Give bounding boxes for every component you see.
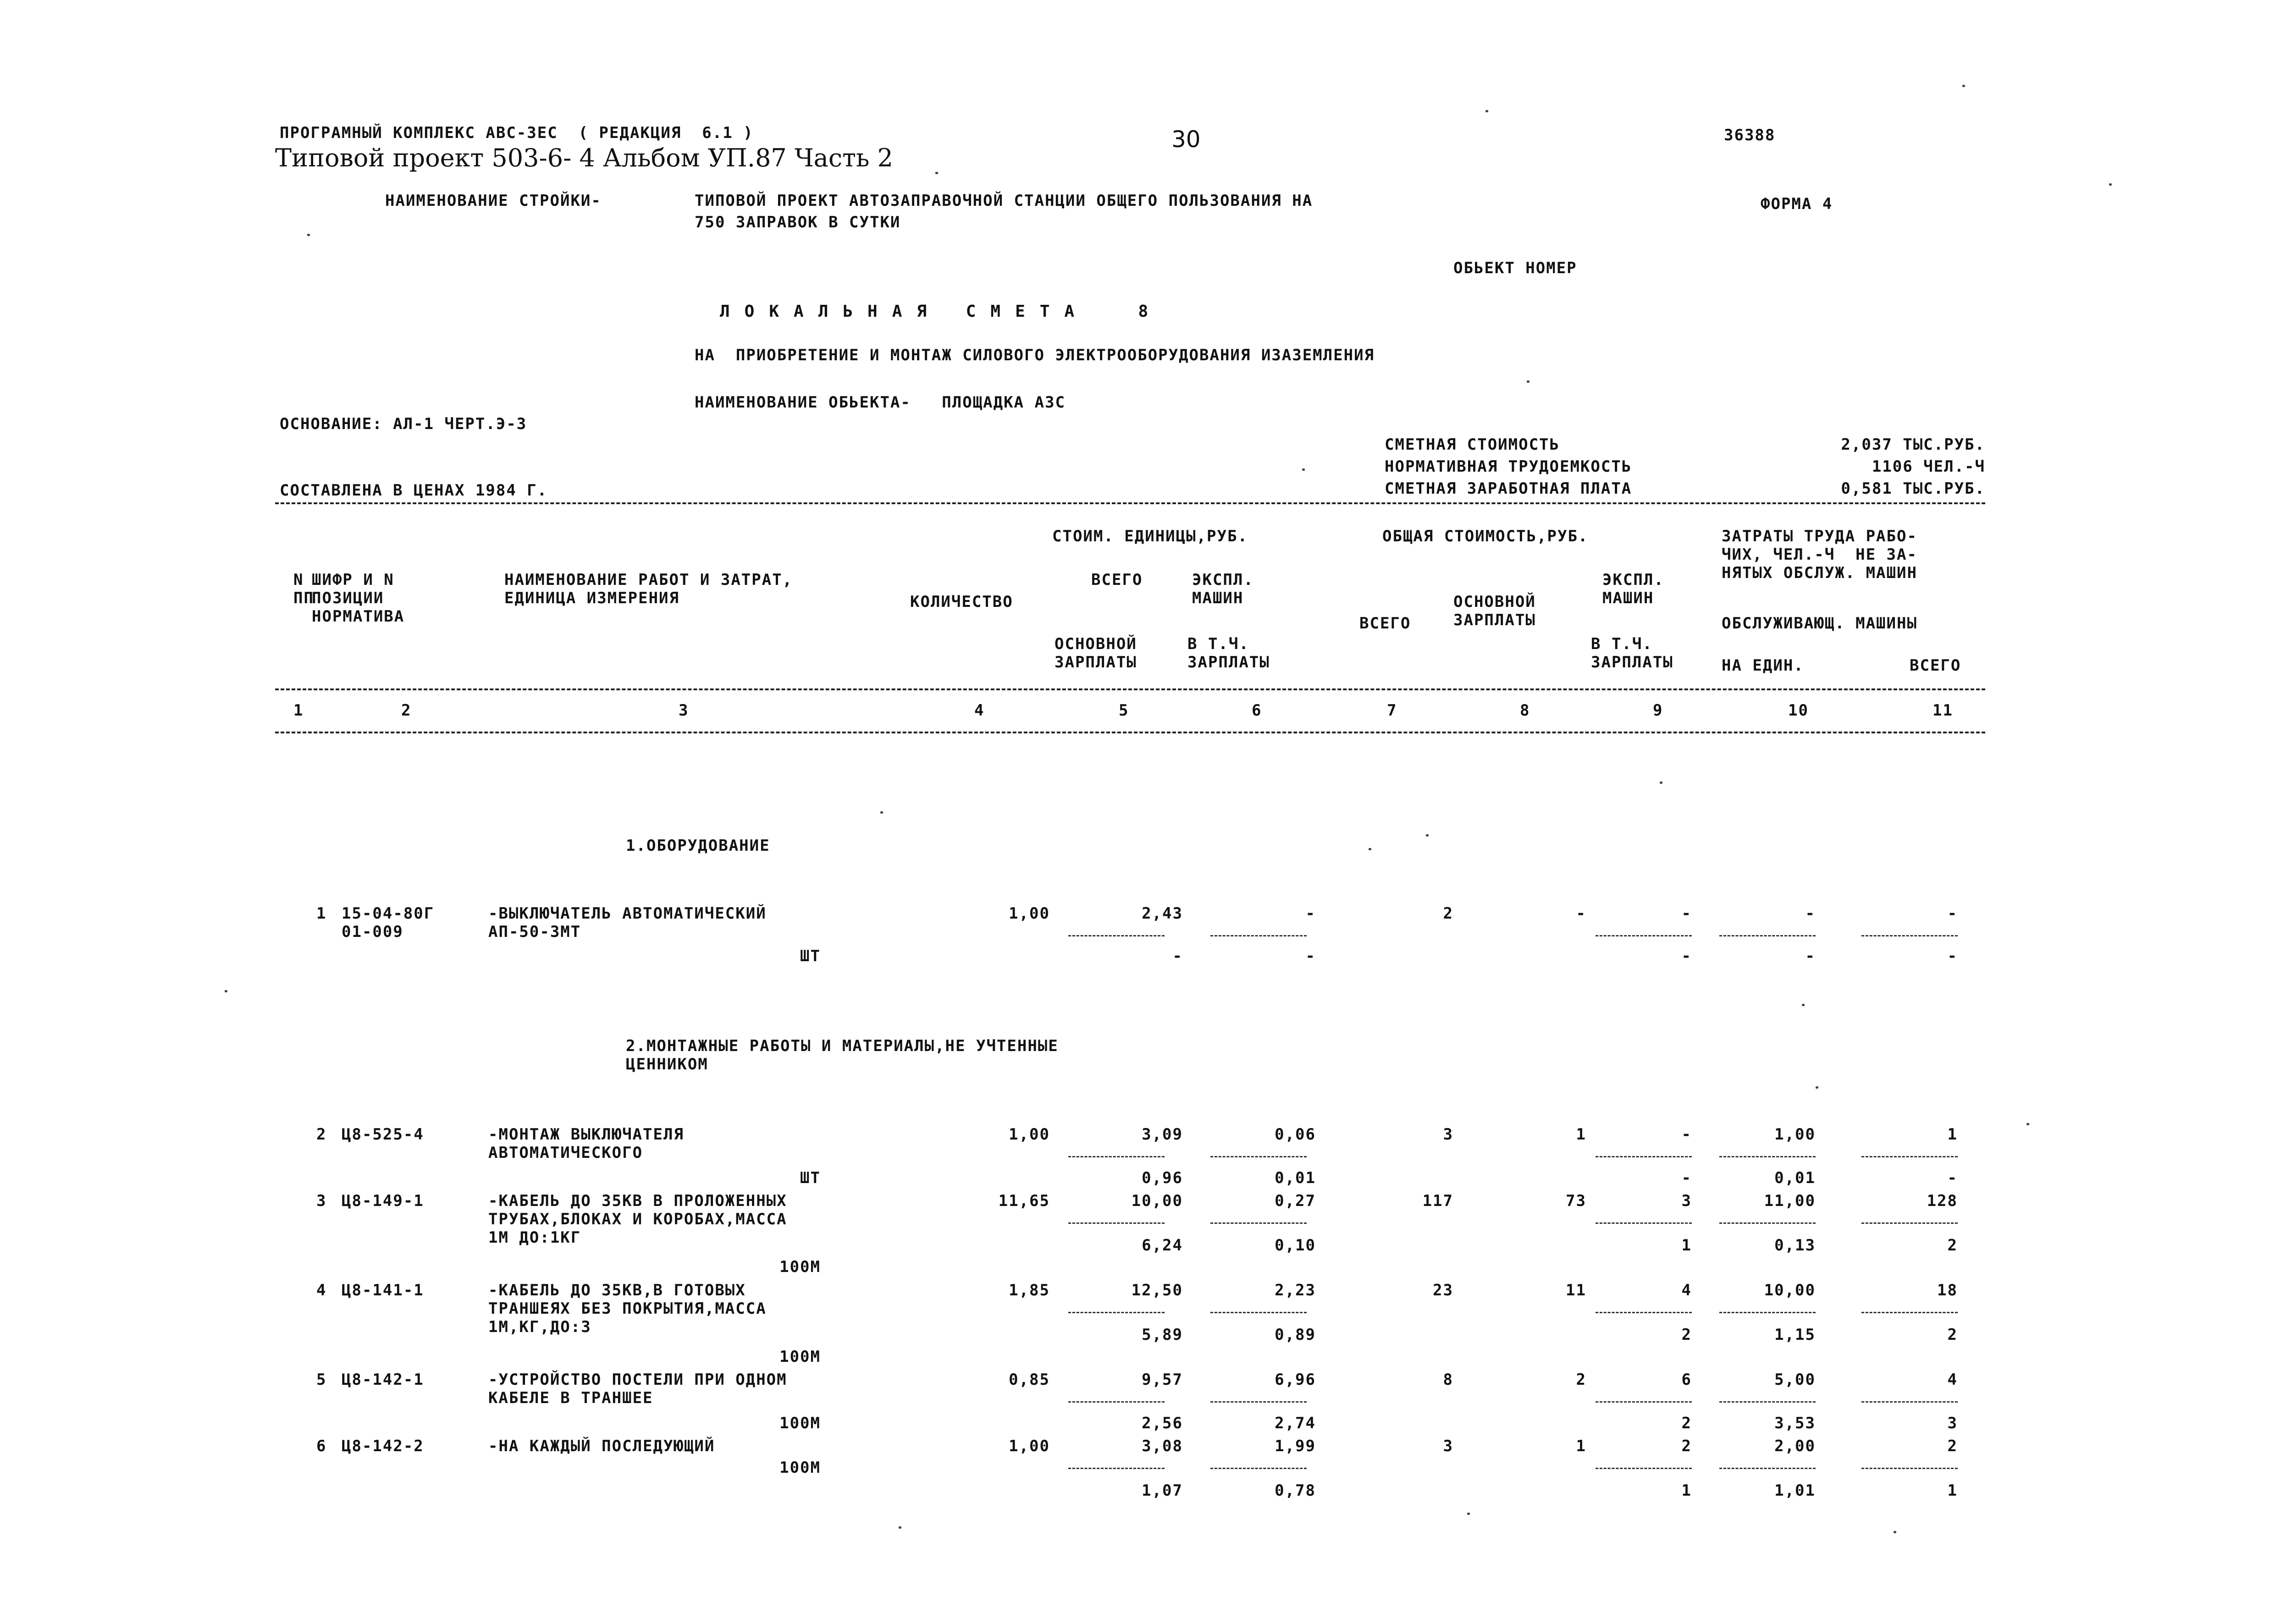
row-base-salary: 73 (1566, 1192, 1586, 1210)
row-labor-machines-unit: 1,01 (1774, 1481, 1816, 1500)
col-number-10: 10 (1788, 701, 1809, 720)
row-machines-cost: 4 (1681, 1281, 1692, 1299)
separator (1719, 1222, 1816, 1224)
row-machine-salary-total: 2 (1681, 1326, 1692, 1344)
row-machines-cost: - (1681, 1125, 1692, 1144)
separator (1210, 1156, 1307, 1157)
col-number-6: 6 (1252, 701, 1262, 720)
separator (1719, 1156, 1816, 1157)
total-cost-header: ОБЩАЯ СТОИМОСТЬ,РУБ. (1382, 527, 1589, 545)
row-labor-unit: - (1805, 904, 1816, 923)
scan-speck (2109, 183, 2112, 186)
row-machine-salary: 0,89 (1275, 1326, 1316, 1344)
section-title: 2.МОНТАЖНЫЕ РАБОТЫ И МАТЕРИАЛЫ,НЕ УЧТЕННЫЕ ЦЕННИКОМ (626, 1037, 1059, 1073)
row-base-salary: 1 (1576, 1437, 1586, 1455)
row-number: 1 (316, 904, 327, 923)
col-number-11: 11 (1933, 701, 1953, 720)
row-machine-salary-total: - (1681, 947, 1692, 965)
col8-osn-zarpl-header: ОСНОВНОЙ ЗАРПЛАТЫ (1453, 593, 1536, 629)
row-unit-salary: - (1172, 947, 1183, 965)
row-total-cost: 3 (1443, 1125, 1453, 1144)
separator (1210, 1222, 1307, 1224)
row-machines-cost: 2 (1681, 1437, 1692, 1455)
row-machine-salary: 0,78 (1275, 1481, 1316, 1500)
row-unit: 100М (779, 1348, 821, 1366)
separator (1596, 1468, 1692, 1469)
col-number-2: 2 (401, 701, 412, 720)
row-unit: 100М (779, 1414, 821, 1432)
row-number: 6 (316, 1437, 327, 1455)
separator (1861, 1468, 1958, 1469)
row-machine-salary: 2,74 (1275, 1414, 1316, 1432)
row-name: -КАБЕЛЬ ДО 35КВ,В ГОТОВЫХ ТРАНШЕЯХ БЕЗ ПОКРЫТИЯ,МАССА 1М,КГ,ДО:3 (488, 1281, 767, 1336)
unit-cost-header: СТОИМ. ЕДИНИЦЫ,РУБ. (1052, 527, 1248, 545)
header-rule (275, 688, 1985, 690)
col-number-7: 7 (1387, 701, 1397, 720)
labor-machines-header: ОБСЛУЖИВАЮЩ. МАШИНЫ (1722, 614, 1917, 633)
row-labor-total: 18 (1937, 1281, 1958, 1299)
col6-zarpl-header: В Т.Ч. ЗАРПЛАТЫ (1187, 635, 1270, 672)
numbers-rule (275, 732, 1985, 733)
col9-ekspl-header: ЭКСПЛ. МАШИН (1602, 571, 1664, 607)
separator (1596, 1312, 1692, 1313)
scan-speck (1802, 1004, 1805, 1006)
separator (1861, 1401, 1958, 1403)
row-machine-salary: 0,10 (1275, 1236, 1316, 1255)
row-base-salary: 11 (1566, 1281, 1586, 1299)
summary-value-2: 1106 ЧЕЛ.-Ч (1872, 457, 1985, 476)
col11-vsego-header: ВСЕГО (1910, 656, 1961, 675)
scan-speck (307, 234, 310, 236)
row-quantity: 1,00 (1009, 1125, 1050, 1144)
row-code: Ц8-141-1 (342, 1281, 424, 1299)
row-unit-salary: 0,96 (1142, 1169, 1183, 1187)
scan-speck (1485, 110, 1488, 112)
col-num-header: N ПП (293, 571, 314, 607)
row-total-cost: 2 (1443, 904, 1453, 923)
row-quantity: 11,65 (998, 1192, 1050, 1210)
row-labor-machines-total: - (1947, 947, 1958, 965)
col-number-8: 8 (1520, 701, 1530, 720)
row-unit-salary: 2,56 (1142, 1414, 1183, 1432)
basis: ОСНОВАНИЕ: АЛ-1 ЧЕРТ.Э-3 (280, 415, 527, 433)
row-base-salary: 2 (1576, 1371, 1586, 1389)
row-unit-cost-machines: 2,23 (1275, 1281, 1316, 1299)
row-unit-cost-machines: 6,96 (1275, 1371, 1316, 1389)
separator (1861, 935, 1958, 936)
row-total-cost: 117 (1422, 1192, 1453, 1210)
section-title: 1.ОБОРУДОВАНИЕ (626, 837, 770, 855)
object-name: НАИМЕНОВАНИЕ ОБЬЕКТА- ПЛОЩАДКА АЗС (695, 393, 1066, 412)
row-unit-salary: 5,89 (1142, 1326, 1183, 1344)
document-subtitle: НА ПРИОБРЕТЕНИЕ И МОНТАЖ СИЛОВОГО ЭЛЕКТРООБОРУДОВАНИЯ ИЗАЗЕМЛЕНИЯ (695, 346, 1375, 364)
scan-speck (1302, 468, 1305, 471)
col10-na-edin-header: НА ЕДИН. (1722, 656, 1804, 675)
page-number: 30 (1171, 126, 1201, 153)
row-unit-cost-machines: 0,27 (1275, 1192, 1316, 1210)
summary-value-1: 2,037 ТЫС.РУБ. (1841, 435, 1985, 454)
separator (1210, 1312, 1307, 1313)
row-unit: 100М (779, 1459, 821, 1477)
row-total-cost: 8 (1443, 1371, 1453, 1389)
col5-osn-zarpl-header: ОСНОВНОЙ ЗАРПЛАТЫ (1055, 635, 1137, 672)
scan-speck (1467, 1513, 1470, 1515)
row-machine-salary-total: 1 (1681, 1236, 1692, 1255)
row-labor-machines-total: - (1947, 1169, 1958, 1187)
object-number: ОБЬЕКТ НОМЕР (1453, 259, 1577, 277)
row-total-cost: 3 (1443, 1437, 1453, 1455)
separator (1210, 1468, 1307, 1469)
row-labor-machines-unit: 0,01 (1774, 1169, 1816, 1187)
separator (1596, 1401, 1692, 1403)
row-labor-machines-unit: 1,15 (1774, 1326, 1816, 1344)
row-code: Ц8-525-4 (342, 1125, 424, 1144)
row-machine-salary: 0,01 (1275, 1169, 1316, 1187)
row-base-salary: - (1576, 904, 1586, 923)
labor-header: ЗАТРАТЫ ТРУДА РАБО- ЧИХ, ЧЕЛ.-Ч НЕ ЗА- НЯТЫХ ОБСЛУЖ. МАШИН (1722, 527, 1917, 582)
row-unit-cost-total: 3,09 (1142, 1125, 1183, 1144)
row-machines-cost: 3 (1681, 1192, 1692, 1210)
row-unit-cost-machines: 0,06 (1275, 1125, 1316, 1144)
row-labor-machines-total: 1 (1947, 1481, 1958, 1500)
row-labor-machines-total: 2 (1947, 1236, 1958, 1255)
row-labor-total: - (1947, 904, 1958, 923)
row-name: -ВЫКЛЮЧАТЕЛЬ АВТОМАТИЧЕСКИЙ АП-50-3МТ (488, 904, 767, 941)
row-code: Ц8-142-2 (342, 1437, 424, 1455)
construction-name-1: ТИПОВОЙ ПРОЕКТ АВТОЗАПРАВОЧНОЙ СТАНЦИИ ОБЩЕГО ПОЛЬЗОВАНИЯ НА (695, 192, 1313, 210)
col-code-header: ШИФР И N ПОЗИЦИИ НОРМАТИВА (312, 571, 405, 626)
construction-name-2: 750 ЗАПРАВОК В СУТКИ (695, 213, 901, 231)
row-number: 5 (316, 1371, 327, 1389)
row-machines-cost: 6 (1681, 1371, 1692, 1389)
separator (1861, 1312, 1958, 1313)
row-unit-salary: 1,07 (1142, 1481, 1183, 1500)
separator (1861, 1222, 1958, 1224)
col-number-3: 3 (679, 701, 689, 720)
row-machines-cost: - (1681, 904, 1692, 923)
separator (1068, 1312, 1165, 1313)
separator (1068, 1401, 1165, 1403)
row-machine-salary-total: 1 (1681, 1481, 1692, 1500)
separator (1719, 1468, 1816, 1469)
scan-speck (899, 1526, 901, 1529)
row-labor-machines-total: 2 (1947, 1326, 1958, 1344)
row-unit-cost-machines: - (1305, 904, 1316, 923)
separator (1719, 935, 1816, 936)
row-number: 3 (316, 1192, 327, 1210)
row-labor-unit: 10,00 (1764, 1281, 1816, 1299)
row-labor-total: 128 (1927, 1192, 1958, 1210)
row-unit: ШТ (800, 1169, 821, 1187)
separator (1210, 1401, 1307, 1403)
row-labor-total: 4 (1947, 1371, 1958, 1389)
col-number-1: 1 (293, 701, 304, 720)
row-unit-cost-total: 12,50 (1131, 1281, 1183, 1299)
document-code: 36388 (1724, 126, 1776, 144)
row-quantity: 1,00 (1009, 904, 1050, 923)
project-line: Типовой проект 503-6- 4 Альбом УП.87 Часть 2 (275, 143, 893, 172)
separator (1068, 935, 1165, 936)
row-name: -КАБЕЛЬ ДО 35КВ В ПРОЛОЖЕННЫХ ТРУБАХ,БЛОКАХ И КОРОБАХ,МАССА 1М ДО:1КГ (488, 1192, 787, 1247)
row-quantity: 0,85 (1009, 1371, 1050, 1389)
row-labor-unit: 11,00 (1764, 1192, 1816, 1210)
summary-label-1: СМЕТНАЯ СТОИМОСТЬ (1385, 435, 1560, 454)
separator (1719, 1312, 1816, 1313)
col-number-4: 4 (974, 701, 985, 720)
scan-speck (1369, 848, 1371, 850)
row-unit: ШТ (800, 947, 821, 965)
row-number: 2 (316, 1125, 327, 1144)
row-unit-cost-total: 3,08 (1142, 1437, 1183, 1455)
separator (1719, 1401, 1816, 1403)
scan-speck (1527, 380, 1530, 383)
row-code: 15-04-80Г 01-009 (342, 904, 435, 941)
scan-speck (935, 172, 938, 174)
row-labor-machines-unit: 3,53 (1774, 1414, 1816, 1432)
scan-speck (880, 811, 883, 814)
row-labor-total: 1 (1947, 1125, 1958, 1144)
form-number: ФОРМА 4 (1761, 195, 1833, 213)
row-labor-unit: 5,00 (1774, 1371, 1816, 1389)
scan-speck (1426, 834, 1429, 837)
row-labor-machines-unit: - (1805, 947, 1816, 965)
scan-speck (1962, 85, 1965, 87)
col-name-header: НАИМЕНОВАНИЕ РАБОТ И ЗАТРАТ, ЕДИНИЦА ИЗМЕРЕНИЯ (504, 571, 793, 607)
col-qty-header: КОЛИЧЕСТВО (910, 593, 1013, 611)
separator (1861, 1156, 1958, 1157)
row-unit-salary: 6,24 (1142, 1236, 1183, 1255)
row-labor-machines-total: 3 (1947, 1414, 1958, 1432)
scan-speck (225, 990, 227, 992)
row-total-cost: 23 (1433, 1281, 1453, 1299)
row-quantity: 1,00 (1009, 1437, 1050, 1455)
row-code: Ц8-149-1 (342, 1192, 424, 1210)
scan-speck (1816, 1086, 1818, 1089)
row-labor-total: 2 (1947, 1437, 1958, 1455)
row-name: -МОНТАЖ ВЫКЛЮЧАТЕЛЯ АВТОМАТИЧЕСКОГО (488, 1125, 684, 1162)
program-name: ПРОГРАМНЫЙ КОМПЛЕКС АВС-3ЕС ( РЕДАКЦИЯ 6.1 ) (280, 124, 754, 142)
summary-value-3: 0,581 ТЫС.РУБ. (1841, 479, 1985, 498)
separator (1596, 1156, 1692, 1157)
row-number: 4 (316, 1281, 327, 1299)
scan-speck (1660, 782, 1662, 784)
row-base-salary: 1 (1576, 1125, 1586, 1144)
price-base: СОСТАВЛЕНА В ЦЕНАХ 1984 Г. (280, 481, 548, 500)
separator (1068, 1222, 1165, 1224)
row-labor-machines-unit: 0,13 (1774, 1236, 1816, 1255)
summary-label-3: СМЕТНАЯ ЗАРАБОТНАЯ ПЛАТА (1385, 479, 1632, 498)
row-unit-cost-total: 9,57 (1142, 1371, 1183, 1389)
separator (1210, 935, 1307, 936)
col5-vsego-header: ВСЕГО (1091, 571, 1143, 589)
row-machine-salary: - (1305, 947, 1316, 965)
row-name: -НА КАЖДЫЙ ПОСЛЕДУЮЩИЙ (488, 1437, 715, 1455)
row-unit-cost-total: 2,43 (1142, 904, 1183, 923)
row-machine-salary-total: - (1681, 1169, 1692, 1187)
table-top-rule (275, 502, 1985, 504)
separator (1596, 935, 1692, 936)
col9-zarpl-header: В Т.Ч. ЗАРПЛАТЫ (1591, 635, 1673, 672)
col7-vsego-header: ВСЕГО (1359, 614, 1411, 633)
construction-label: НАИМЕНОВАНИЕ СТРОЙКИ- (385, 192, 602, 210)
separator (1068, 1468, 1165, 1469)
row-labor-unit: 1,00 (1774, 1125, 1816, 1144)
summary-label-2: НОРМАТИВНАЯ ТРУДОЕМКОСТЬ (1385, 457, 1632, 476)
separator (1068, 1156, 1165, 1157)
document-title: ЛОКАЛЬНАЯ СМЕТА 8 (720, 302, 1163, 321)
row-quantity: 1,85 (1009, 1281, 1050, 1299)
row-unit-cost-machines: 1,99 (1275, 1437, 1316, 1455)
row-name: -УСТРОЙСТВО ПОСТЕЛИ ПРИ ОДНОМ КАБЕЛЕ В ТРАНШЕЕ (488, 1371, 787, 1407)
row-code: Ц8-142-1 (342, 1371, 424, 1389)
scan-speck (2027, 1123, 2029, 1125)
row-unit: 100М (779, 1258, 821, 1276)
row-unit-cost-total: 10,00 (1131, 1192, 1183, 1210)
row-machine-salary-total: 2 (1681, 1414, 1692, 1432)
row-labor-unit: 2,00 (1774, 1437, 1816, 1455)
separator (1596, 1222, 1692, 1224)
col6-ekspl-header: ЭКСПЛ. МАШИН (1192, 571, 1254, 607)
col-number-5: 5 (1119, 701, 1129, 720)
col-number-9: 9 (1653, 701, 1663, 720)
scan-speck (1894, 1531, 1896, 1533)
